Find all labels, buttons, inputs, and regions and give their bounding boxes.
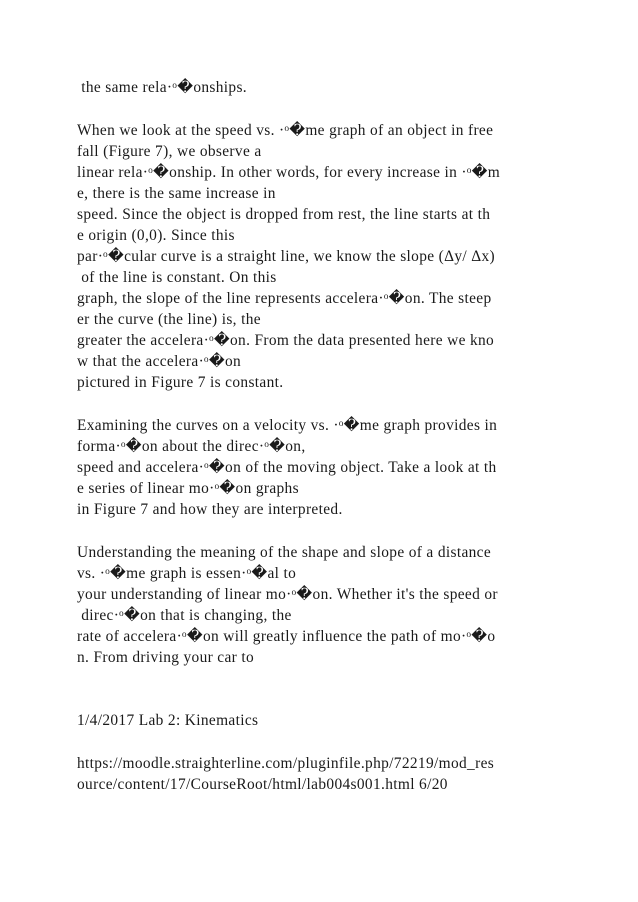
paragraph-4-line-4: direc·ᵒ�on that is changing, the <box>77 607 292 624</box>
paragraph-3-line-1: Examining the curves on a velocity vs. ·ᵒ�me graph provides in <box>77 417 498 434</box>
paragraph-2-line-12: w that the accelera·ᵒ�on <box>77 353 242 370</box>
paragraph-4-line-3: your understanding of linear mo·ᵒ�on. Whether it's the speed or <box>77 586 498 603</box>
paragraph-2-line-7: par·ᵒ�cular curve is a straight line, we know the slope (Δy/ Δx) <box>77 248 495 265</box>
paragraph-2-line-11: greater the accelera·ᵒ�on. From the data presented here we kno <box>77 332 495 349</box>
paragraph-1-line-1: the same rela·ᵒ�onships. <box>77 79 248 96</box>
paragraph-2-line-3: linear rela·ᵒ�onship. In other words, for every increase in ·ᵒ�m <box>77 164 501 181</box>
paragraph-2-line-2: fall (Figure 7), we observe a <box>77 143 262 160</box>
paragraph-2-line-1: When we look at the speed vs. ·ᵒ�me graph of an object in free <box>77 122 494 139</box>
paragraph-4-line-1: Understanding the meaning of the shape and slope of a distance <box>77 544 492 561</box>
paragraph-2-line-5: speed. Since the object is dropped from rest, the line starts at th <box>77 206 491 223</box>
paragraph-3-line-4: e series of linear mo·ᵒ�on graphs <box>77 480 299 497</box>
paragraph-2-line-6: e origin (0,0). Since this <box>77 227 235 244</box>
source-url-line-1: https://moodle.straighterline.com/pluginfile.php/72219/mod_res <box>77 755 495 772</box>
paragraph-2-line-9: graph, the slope of the line represents accelera·ᵒ�on. The steep <box>77 290 492 307</box>
paragraph-2-line-8: of the line is constant. On this <box>77 269 277 286</box>
paragraph-2-line-10: er the curve (the line) is, the <box>77 311 261 328</box>
paragraph-4-line-5: rate of accelera·ᵒ�on will greatly influence the path of mo·ᵒ�o <box>77 628 496 645</box>
paragraph-3-line-3: speed and accelera·ᵒ�on of the moving object. Take a look at th <box>77 459 497 476</box>
paragraph-3-line-2: forma·ᵒ�on about the direc·ᵒ�on, <box>77 438 306 455</box>
paragraph-2-line-13: pictured in Figure 7 is constant. <box>77 374 284 391</box>
source-url-line-2: ource/content/17/CourseRoot/html/lab004s001.html 6/20 <box>77 776 448 793</box>
paragraph-4-line-6: n. From driving your car to <box>77 649 255 666</box>
paragraph-2-line-4: e, there is the same increase in <box>77 185 276 202</box>
print-date-header: 1/4/2017 Lab 2: Kinematics <box>77 712 259 729</box>
paragraph-4-line-2: vs. ·ᵒ�me graph is essen·ᵒ�al to <box>77 565 297 582</box>
paragraph-3-line-5: in Figure 7 and how they are interpreted. <box>77 501 343 518</box>
